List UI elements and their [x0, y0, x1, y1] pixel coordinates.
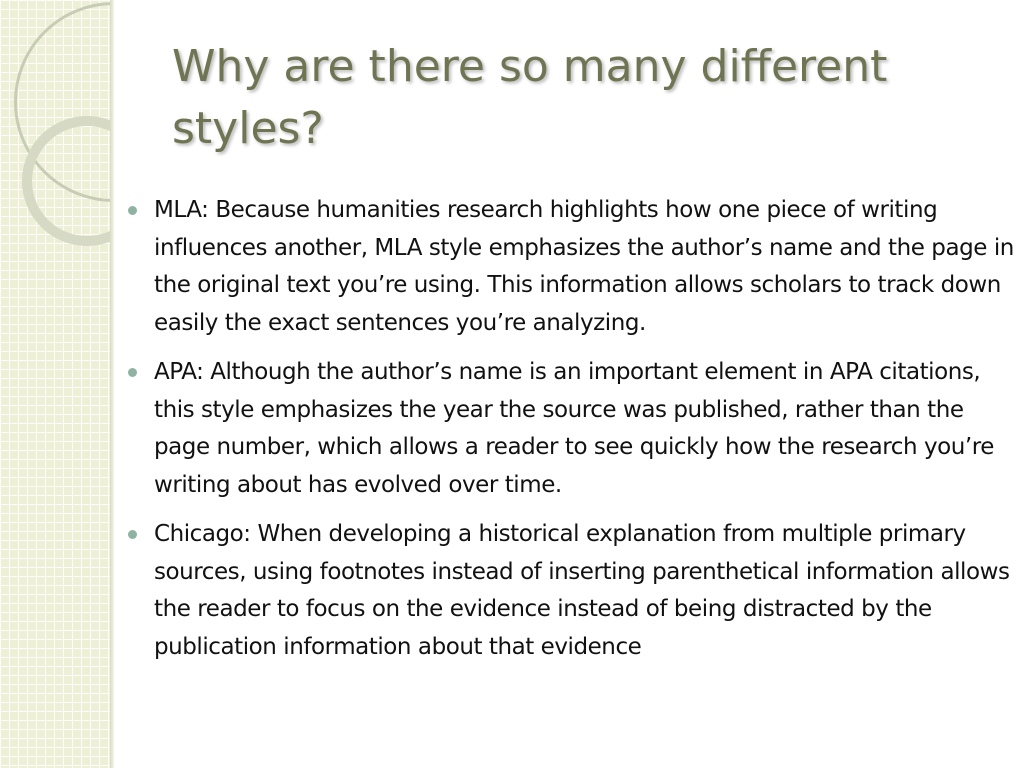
bullet-dot-icon	[128, 530, 137, 539]
bullet-item-apa	[128, 354, 1018, 504]
bullet-dot-icon	[128, 368, 137, 377]
slide-title: Why are there so many different styles?	[172, 41, 888, 154]
bullet-item-chicago	[128, 516, 1018, 666]
bullet-text-apa: APA: Although the author’s name is an important element in APA citations, this style emphasizes the year the source was published, rather than the page number, which allows a reader to see quickly how the research you’re writing about has evolved over time.	[154, 359, 994, 498]
bullet-list	[128, 192, 1018, 678]
bullet-dot-icon	[128, 206, 137, 215]
bullet-item-mla	[128, 192, 1018, 342]
panel-edge-divider	[110, 0, 114, 768]
bullet-text-mla: MLA: Because humanities research highlights how one piece of writing influences another, MLA style emphasizes the author’s name and the page in the original text you’re using. This information allows scholars to track down easily the exact sentences you’re analyzing.	[154, 197, 1014, 336]
bullet-text-chicago: Chicago: When developing a historical explanation from multiple primary sources, using footnotes instead of inserting parenthetical information allows the reader to focus on the evidence instead of being distracted by the publication information about that evidence	[154, 521, 1010, 660]
